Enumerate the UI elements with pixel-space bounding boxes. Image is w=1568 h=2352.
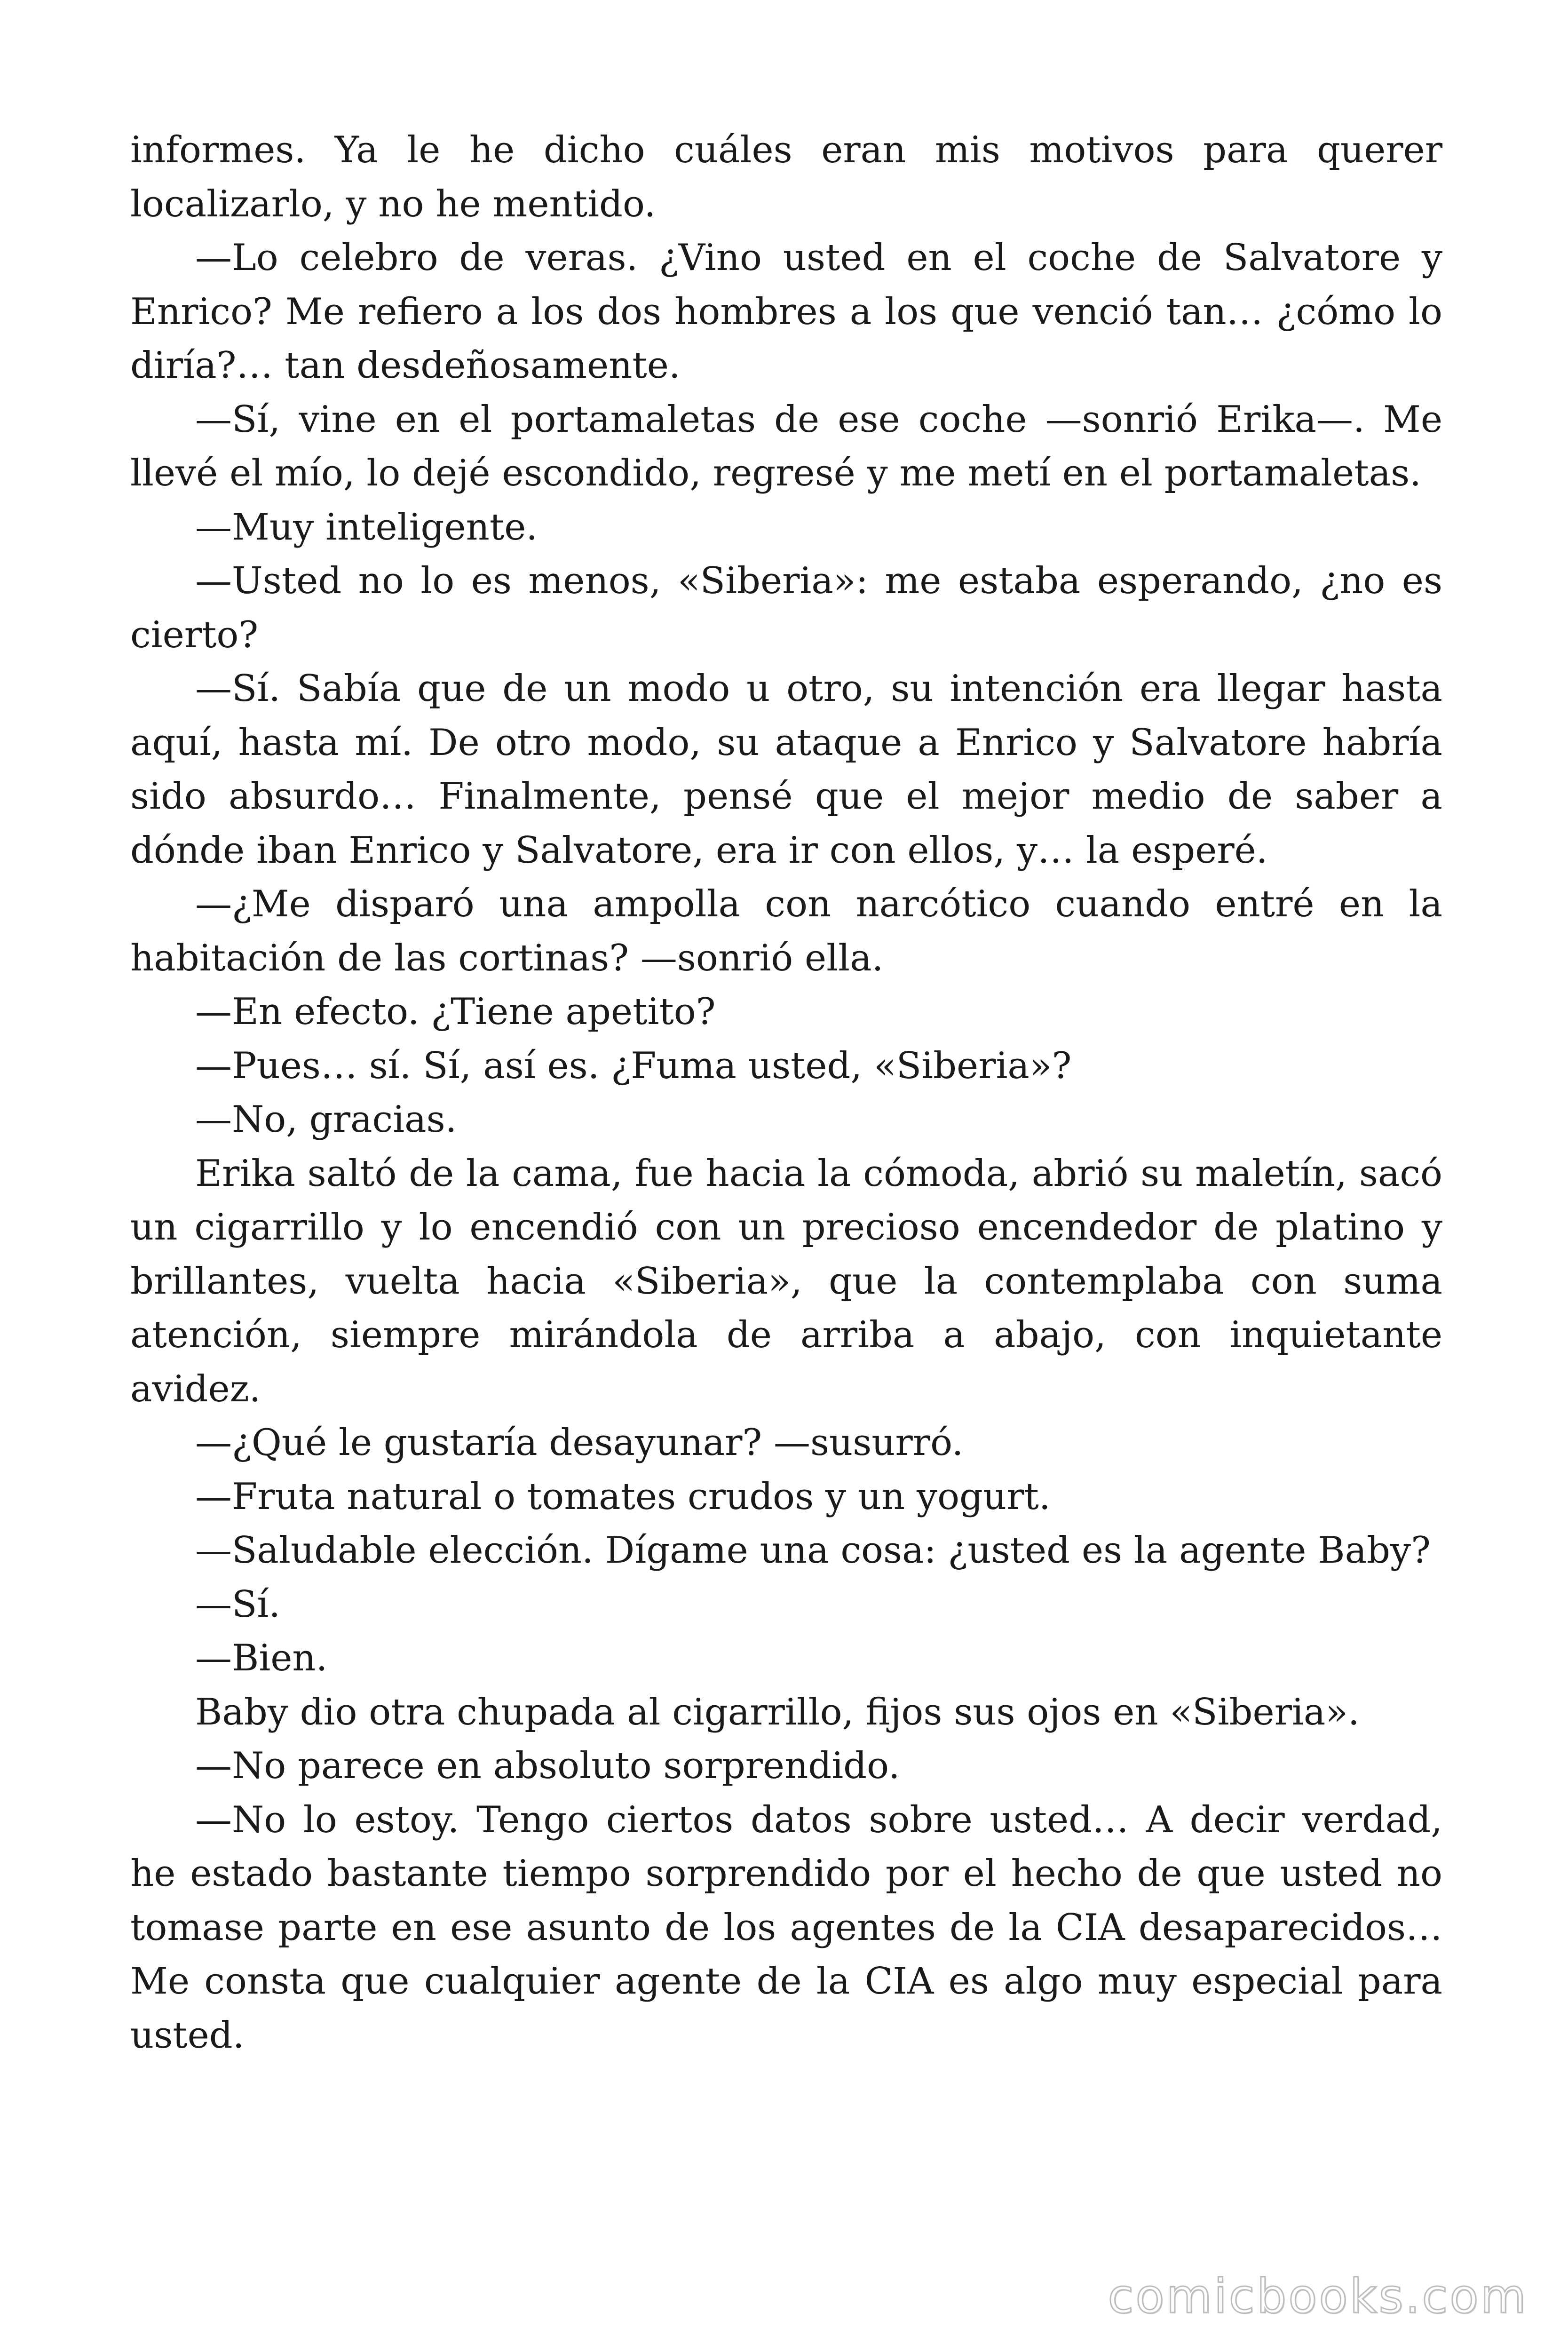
- paragraph: —Saludable elección. Dígame una cosa: ¿usted es la agente Baby?: [195, 1529, 1431, 1572]
- paragraph: —Sí. Sabía que de un modo u otro, su intención era llegar hasta aquí, hasta mí. De otro modo, su ataque a Enrico y Salvatore habría sido absurdo… Finalmente, pensé que el mejor medio de saber a dónde iban Enrico y Salvatore, era ir con ellos, y… la esperé.: [130, 667, 1442, 872]
- paragraph: —Bien.: [195, 1637, 328, 1679]
- paragraph: —¿Me disparó una ampolla con narcótico cuando entré en la habitación de las cortinas? —sonrió ella.: [130, 883, 1442, 979]
- site-watermark: comicbooks.com: [1108, 2269, 1528, 2324]
- paragraph: —No lo estoy. Tengo ciertos datos sobre usted… A decir verdad, he estado bastante tiempo sorprendido por el hecho de que usted no tomase parte en ese asunto de los agentes de la CIA desaparecidos… Me consta que cualquier agente de la CIA es algo muy especial para usted.: [130, 1798, 1442, 2057]
- paragraph: —Sí, vine en el portamaletas de ese coche —sonrió Erika—. Me llevé el mío, lo dejé escondido, regresé y me metí en el portamaletas.: [130, 398, 1442, 494]
- paragraph: —Pues… sí. Sí, así es. ¿Fuma usted, «Siberia»?: [195, 1044, 1072, 1087]
- paragraph: Erika saltó de la cama, fue hacia la cómoda, abrió su maletín, sacó un cigarrillo y lo encendió con un precioso encendedor de platino y brillantes, vuelta hacia «Siberia», que la contemplaba con suma atención, siempre mirándola de arriba a abajo, con inquietante avidez.: [130, 1152, 1442, 1410]
- paragraph: —Sí.: [195, 1583, 281, 1626]
- paragraph: Baby dio otra chupada al cigarrillo, fijos sus ojos en «Siberia».: [195, 1691, 1360, 1733]
- paragraph: —Lo celebro de veras. ¿Vino usted en el coche de Salvatore y Enrico? Me refiero a los dos hombres a los que venció tan… ¿cómo lo diría?… tan desdeñosamente.: [130, 237, 1442, 387]
- book-page-text: [130, 123, 1442, 2062]
- paragraph: —Fruta natural o tomates crudos y un yogurt.: [195, 1475, 1051, 1518]
- paragraph: —Muy inteligente.: [195, 506, 538, 548]
- paragraph: —No, gracias.: [195, 1098, 457, 1141]
- paragraph: informes. Ya le he dicho cuáles eran mis motivos para querer localizarlo, y no he mentido.: [130, 129, 1442, 225]
- paragraph: —En efecto. ¿Tiene apetito?: [195, 991, 716, 1033]
- paragraph: —¿Qué le gustaría desayunar? —susurró.: [195, 1422, 964, 1464]
- paragraph: —No parece en absoluto sorprendido.: [195, 1745, 900, 1787]
- paragraph: —Usted no lo es menos, «Siberia»: me estaba esperando, ¿no es cierto?: [130, 560, 1442, 656]
